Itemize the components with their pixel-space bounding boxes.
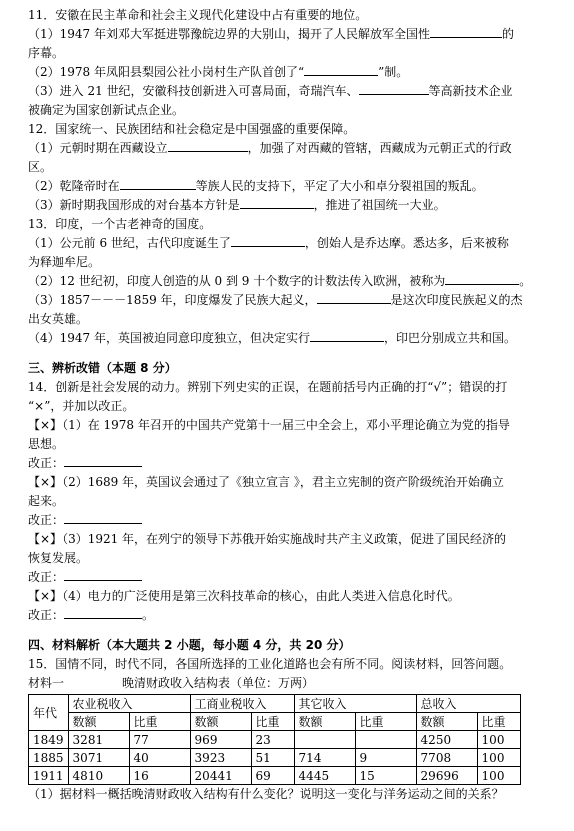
correction-blank[interactable] xyxy=(64,606,142,619)
table-cell: 7708 xyxy=(416,749,477,767)
q12-stem: 12．国家统一、民族团结和社会稳定是中国强盛的重要保障。 xyxy=(28,122,356,136)
table-cell: 23 xyxy=(251,731,294,749)
q11-part1: （1）1947 年刘邓大军挺进鄂豫皖边界的大别山，揭开了人民解放军全国性 的 xyxy=(28,27,515,41)
header-year: 年代 xyxy=(29,695,69,731)
subheader-amount: 数额 xyxy=(190,713,251,731)
table-cell: 969 xyxy=(190,731,251,749)
table-row xyxy=(29,731,521,749)
q13-part4: （4）1947 年，英国被迫同意印度独立，但决定实行 ，印巴分别成立共和国。 xyxy=(28,331,517,345)
table-cell: 77 xyxy=(129,731,190,749)
answer-blank[interactable] xyxy=(310,329,384,342)
table-cell xyxy=(355,731,416,749)
table-cell: 3281 xyxy=(68,731,129,749)
table-cell: 3923 xyxy=(190,749,251,767)
subheader-share: 比重 xyxy=(477,713,520,731)
table-cell: 69 xyxy=(251,767,294,785)
table-cell: 1885 xyxy=(29,749,69,767)
table-subheader-row xyxy=(29,713,521,731)
table-header-row xyxy=(29,695,521,713)
judgement-mark[interactable]: 【×】 xyxy=(28,532,63,546)
table-cell: 29696 xyxy=(416,767,477,785)
table-cell: 51 xyxy=(251,749,294,767)
q11-part3-cont: 被确定为国家创新试点企业。 xyxy=(28,103,185,117)
material-caption-row xyxy=(28,674,550,693)
table-cell: 4445 xyxy=(294,767,355,785)
table-cell: 9 xyxy=(355,749,416,767)
q12-part3: （3）新时期我国形成的对台基本方针是 ，推进了祖国统一大业。 xyxy=(28,198,446,212)
section-3-title: 三、辨析改错（本题 8 分） xyxy=(28,361,177,375)
q14-stem: 14．创新是社会发展的动力。辨别下列史实的正误，在题前括号内正确的打“√”；错误的打 xyxy=(28,380,508,394)
answer-blank[interactable] xyxy=(231,234,305,247)
table-caption: 晚清财政收入结构表（单位：万两） xyxy=(122,676,315,690)
q13-stem: 13．印度，一个古老神奇的国度。 xyxy=(28,217,212,231)
q14-item2-cont: 起来。 xyxy=(28,494,65,508)
q13-part1: （1）公元前 6 世纪，古代印度诞生了 ，创始人是乔达摩。悉达多，后来被称 xyxy=(28,236,509,250)
table-cell: 20441 xyxy=(190,767,251,785)
answer-blank[interactable] xyxy=(120,177,196,190)
table-cell: 100 xyxy=(477,767,520,785)
q14-fix1: 改正： xyxy=(28,454,550,473)
answer-blank[interactable] xyxy=(430,25,502,38)
q15-part1: （1）据材料一概括晚清财政收入结构有什么变化？说明这一变化与洋务运动之间的关系？ xyxy=(28,787,504,801)
exam-page xyxy=(28,6,550,804)
answer-blank[interactable] xyxy=(359,82,429,95)
table-cell: 4250 xyxy=(416,731,477,749)
q11-part1-cont: 序幕。 xyxy=(28,46,65,60)
table-row xyxy=(29,749,521,767)
table-cell: 1911 xyxy=(29,767,69,785)
q14-fix3: 改正： xyxy=(28,568,550,587)
revenue-table xyxy=(28,694,521,785)
subheader-amount: 数额 xyxy=(416,713,477,731)
subheader-share: 比重 xyxy=(251,713,294,731)
correction-blank[interactable] xyxy=(64,568,142,581)
subheader-share: 比重 xyxy=(355,713,416,731)
q14-stem-cont: “×”，并加以改正。 xyxy=(28,399,135,413)
header-group: 农业税收入 xyxy=(68,695,190,713)
q13-part3-cont: 出女英雄。 xyxy=(28,312,89,326)
judgement-mark[interactable]: 【×】 xyxy=(28,475,63,489)
subheader-share: 比重 xyxy=(129,713,190,731)
q15-stem: 15．国情不同，时代不同，各国所选择的工业化道路也会有所不同。阅读材料，回答问题。 xyxy=(28,657,512,671)
table-cell: 15 xyxy=(355,767,416,785)
answer-blank[interactable] xyxy=(240,196,314,209)
q12-part1: （1）元朝时期在西藏设立 ，加强了对西藏的管辖，西藏成为元朝正式的行政 xyxy=(28,141,512,155)
answer-blank[interactable] xyxy=(168,139,248,152)
section-4-title: 四、材料解析（本大题共 2 小题，每小题 4 分，共 20 分） xyxy=(28,638,351,652)
q14-item3: 【×】（3）1921 年，在列宁的领导下苏俄开始实施战时共产主义政策，促进了国民经济的 xyxy=(28,532,507,546)
q14-item1: 【×】（1）在 1978 年召开的中国共产党第十一届三中全会上，邓小平理论确立为党的指导 xyxy=(28,418,510,432)
table-cell: 1849 xyxy=(29,731,69,749)
correction-blank[interactable] xyxy=(64,511,142,524)
q11-part2: （2）1978 年凤阳县梨园公社小岗村生产队首创了“ ”制。 xyxy=(28,65,409,79)
header-group: 其它收入 xyxy=(294,695,416,713)
table-cell: 100 xyxy=(477,749,520,767)
q14-item2: 【×】（2）1689 年，英国议会通过了《独立宣言 》，君主立宪制的资产阶级统治开始确立 xyxy=(28,475,504,489)
table-cell: 4810 xyxy=(68,767,129,785)
subheader-amount: 数额 xyxy=(294,713,355,731)
q13-part3: （3）1857－－－1859 年，印度爆发了民族大起义， 是这次印度民族起义的杰 xyxy=(28,293,523,307)
q12-part1-cont: 区。 xyxy=(28,160,53,174)
answer-blank[interactable] xyxy=(317,291,391,304)
material-label: 材料一 xyxy=(28,676,65,690)
table-cell: 3071 xyxy=(68,749,129,767)
answer-blank[interactable] xyxy=(304,63,378,76)
q14-item3-cont: 恢复发展。 xyxy=(28,551,89,565)
table-row xyxy=(29,767,521,785)
q13-part1-cont: 为释迦牟尼。 xyxy=(28,255,101,269)
correction-blank[interactable] xyxy=(64,454,142,467)
judgement-mark[interactable]: 【×】 xyxy=(28,589,63,603)
subheader-amount: 数额 xyxy=(68,713,129,731)
q14-item4: 【×】（4）电力的广泛使用是第三次科技革命的核心，由此人类进入信息化时代。 xyxy=(28,589,460,603)
q11-part3: （3）进入 21 世纪，安徽科技创新进入可喜局面，奇瑞汽车、 等高新技术企业 xyxy=(28,84,513,98)
header-group: 工商业税收入 xyxy=(190,695,294,713)
header-group: 总收入 xyxy=(416,695,520,713)
table-cell: 714 xyxy=(294,749,355,767)
q12-part2: （2）乾隆帝时在 等族人民的支持下，平定了大小和卓分裂祖国的叛乱。 xyxy=(28,179,484,193)
q11-stem: 11．安徽在民主革命和社会主义现代化建设中占有重要的地位。 xyxy=(28,8,368,22)
q14-fix4: 改正： 。 xyxy=(28,608,155,622)
q13-part2: （2）12 世纪初，印度人创造的从 0 到 9 十个数字的计数法传入欧洲，被称为 。 xyxy=(28,274,532,288)
q14-item1-cont: 思想。 xyxy=(28,437,65,451)
table-cell: 40 xyxy=(129,749,190,767)
table-cell xyxy=(294,731,355,749)
judgement-mark[interactable]: 【×】 xyxy=(28,418,63,432)
q14-fix2: 改正： xyxy=(28,511,550,530)
table-cell: 16 xyxy=(129,767,190,785)
answer-blank[interactable] xyxy=(445,272,519,285)
table-cell: 100 xyxy=(477,731,520,749)
